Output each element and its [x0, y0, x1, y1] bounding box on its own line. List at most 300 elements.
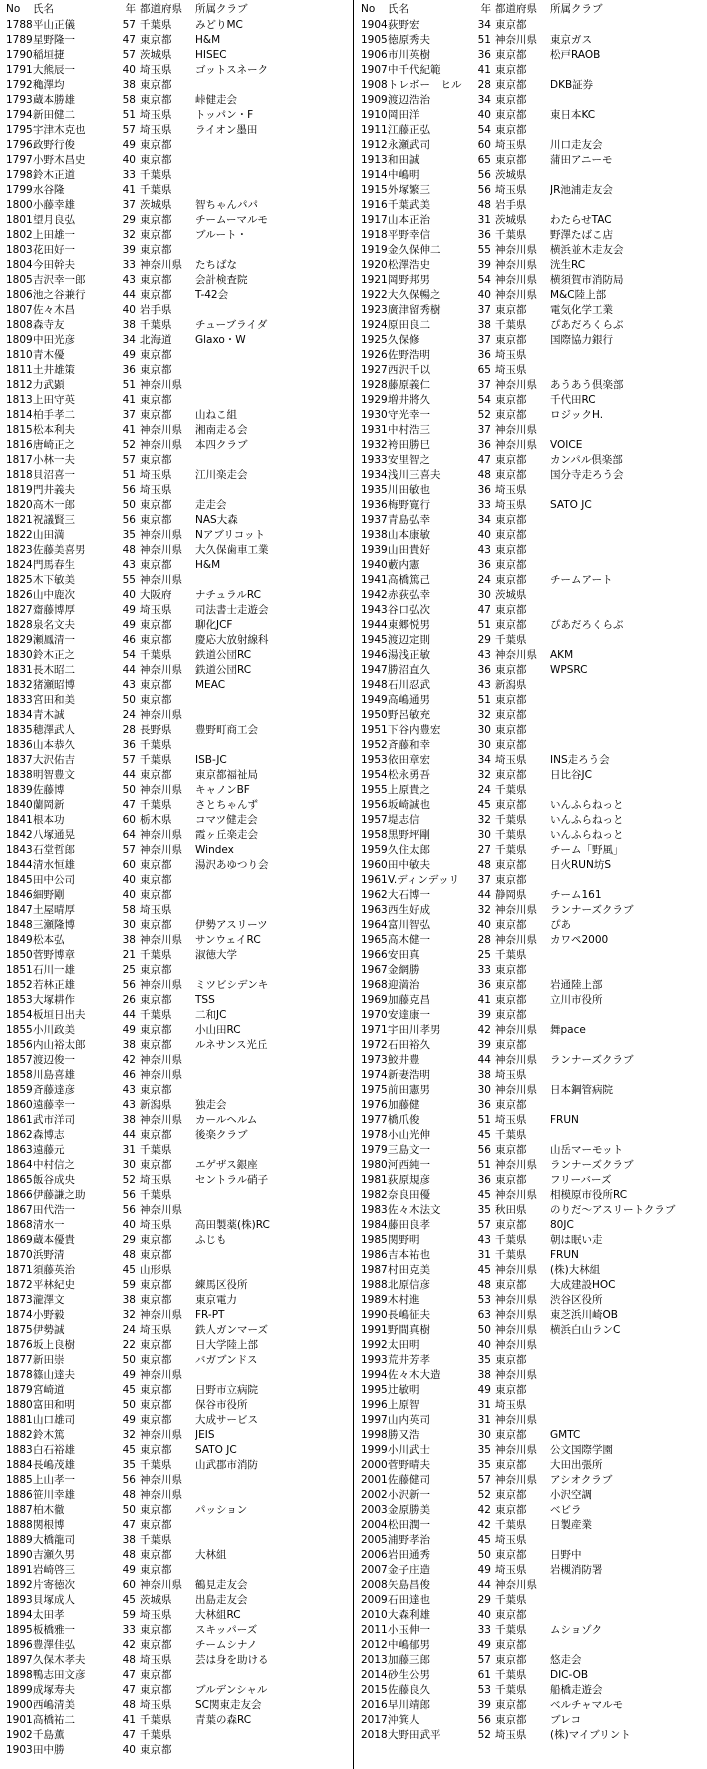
runner-name: 平林紀史: [33, 1279, 75, 1291]
entry-number: 1793: [6, 94, 33, 106]
runner-age: 42: [122, 1639, 136, 1651]
club-name: 大久保歯車工業: [195, 544, 269, 556]
entry-number: 1993: [361, 1354, 388, 1366]
prefecture: 千葉県: [140, 184, 172, 196]
table-row: [0, 1653, 350, 1668]
runner-age: 51: [477, 694, 491, 706]
prefecture: 千葉県: [495, 229, 527, 241]
runner-age: 56: [122, 484, 136, 496]
table-row: [0, 1638, 350, 1653]
club-name: [550, 123, 705, 138]
runner-age: 48: [122, 1654, 136, 1666]
runner-age: 29: [122, 214, 136, 226]
club-name: ベビラ: [550, 1504, 582, 1516]
club-name: [550, 678, 705, 693]
runner-name: 山田貴好: [388, 544, 430, 556]
prefecture: 東京都: [495, 49, 527, 61]
club-name: [195, 1473, 350, 1488]
runner-name: 田代浩一: [33, 1204, 75, 1216]
runner-name: 片寄徳次: [33, 1579, 75, 1591]
club-name: 青葉の森RC: [195, 1714, 252, 1726]
entry-number: 1933: [361, 454, 388, 466]
club-name: [195, 183, 350, 198]
runner-age: 24: [122, 709, 136, 721]
runner-age: 51: [477, 34, 491, 46]
club-name: NAS大森: [195, 514, 238, 526]
prefecture: 埼玉県: [140, 904, 172, 916]
club-name: サンウェイRC: [195, 934, 261, 946]
club-name: FRUN: [550, 1114, 579, 1126]
runner-name: 大野田武平: [388, 1729, 441, 1741]
prefecture: 神奈川県: [495, 1444, 537, 1456]
table-row: [355, 1188, 705, 1203]
runner-age: 29: [122, 1234, 136, 1246]
club-name: ブルート・: [195, 229, 248, 241]
runner-name: 稲垣捷: [33, 49, 65, 61]
club-name: INS走ろう会: [550, 754, 610, 766]
runner-name: 遠藤元: [33, 1144, 65, 1156]
club-name: いんふらねっと: [550, 829, 624, 841]
club-name: 国際協力銀行: [550, 334, 613, 346]
runner-name: 岩崎啓三: [33, 1564, 75, 1576]
table-row: [0, 438, 350, 453]
runner-name: 鴨志田文彦: [33, 1669, 86, 1681]
club-name: [195, 738, 350, 753]
entry-number: 1907: [361, 64, 388, 76]
club-name: [195, 1188, 350, 1203]
entry-number: 1895: [6, 1624, 33, 1636]
runner-age: 48: [122, 1549, 136, 1561]
table-row: [355, 393, 705, 408]
entry-number: 1975: [361, 1084, 388, 1096]
runner-age: 56: [122, 1474, 136, 1486]
runner-age: 57: [122, 49, 136, 61]
table-row: [0, 873, 350, 888]
club-name: [550, 1098, 705, 1113]
runner-name: 矢島昌俊: [388, 1579, 430, 1591]
table-row: [0, 1548, 350, 1563]
entry-number: 1831: [6, 664, 33, 676]
entry-number: 1949: [361, 694, 388, 706]
prefecture: 東京都: [495, 1459, 527, 1471]
runner-age: 47: [122, 1669, 136, 1681]
table-row: [0, 1158, 350, 1173]
club-name: ロジックH.: [550, 409, 604, 421]
table-row: [355, 1053, 705, 1068]
prefecture: 埼玉県: [495, 1069, 527, 1081]
table-row: [0, 348, 350, 363]
runner-age: 38: [122, 1294, 136, 1306]
runner-name: 水谷隆: [33, 184, 65, 196]
table-row: [355, 1248, 705, 1263]
runner-age: 30: [122, 919, 136, 931]
table-row: [0, 963, 350, 978]
runner-name: 佐藤健司: [388, 1474, 430, 1486]
entry-number: 1997: [361, 1414, 388, 1426]
prefecture: 神奈川県: [140, 1579, 182, 1591]
prefecture: 東京都: [140, 634, 172, 646]
club-name: MEAC: [195, 679, 226, 691]
runner-name: 平山正儀: [33, 19, 75, 31]
table-row: [0, 408, 350, 423]
runner-name: 池之谷兼行: [33, 289, 86, 301]
club-name: [195, 708, 350, 723]
table-row: [355, 843, 705, 858]
entry-number: 1854: [6, 1009, 33, 1021]
club-name: ぴあだろくらぶ: [550, 619, 624, 631]
club-name: 日比谷JC: [550, 769, 592, 781]
runner-age: 57: [122, 454, 136, 466]
runner-name: 松永勇吾: [388, 769, 430, 781]
runner-name: 瀧澤文: [33, 1294, 65, 1306]
entry-number: 1915: [361, 184, 388, 196]
club-name: [550, 1383, 705, 1398]
club-name: DKB証券: [550, 79, 594, 91]
runner-age: 57: [477, 1654, 491, 1666]
table-row: [355, 18, 705, 33]
club-name: 東日本KC: [550, 109, 596, 121]
table-row: [355, 468, 705, 483]
table-row: [355, 408, 705, 423]
runner-name: 篠山達夫: [33, 1369, 75, 1381]
club-name: 横須賀市消防局: [550, 274, 624, 286]
entry-number: 1848: [6, 919, 33, 931]
entry-number: 1923: [361, 304, 388, 316]
club-name: ランナーズクラブ: [550, 1054, 634, 1066]
entry-number: 1860: [6, 1099, 33, 1111]
prefecture: 茨城県: [495, 214, 527, 226]
prefecture: 神奈川県: [140, 934, 182, 946]
entry-number: 1945: [361, 634, 388, 646]
prefecture: 神奈川県: [495, 34, 537, 46]
entry-number: 1962: [361, 889, 388, 901]
club-name: 東京ガス: [550, 34, 592, 46]
club-name: スキッパーズ: [195, 1624, 258, 1636]
club-name: チームアート: [550, 574, 613, 586]
entry-number: 1954: [361, 769, 388, 781]
entry-number: 1929: [361, 394, 388, 406]
table-row: [355, 813, 705, 828]
club-name: [550, 588, 705, 603]
entry-number: 1840: [6, 799, 33, 811]
runner-age: 58: [122, 904, 136, 916]
entry-number: 1878: [6, 1369, 33, 1381]
runner-age: 31: [477, 1414, 491, 1426]
table-row: [355, 1113, 705, 1128]
runner-name: 望月良弘: [33, 214, 75, 226]
runner-name: 吉沢幸一郎: [33, 274, 86, 286]
club-name: 大田出張所: [550, 1459, 603, 1471]
runner-age: 35: [122, 529, 136, 541]
entry-number: 1977: [361, 1114, 388, 1126]
table-row: [0, 198, 350, 213]
runner-age: 36: [477, 349, 491, 361]
table-row: [355, 1218, 705, 1233]
runner-age: 35: [122, 1459, 136, 1471]
entry-number: 1812: [6, 379, 33, 391]
club-name: [195, 573, 350, 588]
runner-name: 上原智: [388, 1399, 420, 1411]
table-row: [0, 1008, 350, 1023]
runner-age: 65: [477, 154, 491, 166]
entry-number: 2005: [361, 1534, 388, 1546]
runner-name: 渡辺定則: [388, 634, 430, 646]
table-row: [0, 903, 350, 918]
runner-name: 山田満: [33, 529, 65, 541]
table-row: [355, 168, 705, 183]
table-row: [0, 1683, 350, 1698]
prefecture: 千葉県: [495, 784, 527, 796]
table-row: [0, 1623, 350, 1638]
runner-age: 60: [122, 859, 136, 871]
table-row: [0, 63, 350, 78]
club-name: [550, 873, 705, 888]
column-header: [0, 0, 350, 18]
runner-age: 41: [477, 994, 491, 1006]
runner-name: 原田良二: [388, 319, 430, 331]
table-row: [0, 1413, 350, 1428]
runner-name: 泉名文夫: [33, 619, 75, 631]
club-name: (株)大林組: [550, 1264, 601, 1276]
prefecture: 神奈川県: [140, 664, 182, 676]
prefecture: 東京都: [495, 154, 527, 166]
club-name: 鉄道公団RC: [195, 649, 252, 661]
entry-number: 1836: [6, 739, 33, 751]
runner-name: 砂生公男: [388, 1669, 430, 1681]
club-name: [550, 693, 705, 708]
table-row: [355, 1548, 705, 1563]
entry-number: 1796: [6, 139, 33, 151]
prefecture: 千葉県: [495, 634, 527, 646]
entry-number: 1998: [361, 1429, 388, 1441]
prefecture: 神奈川県: [140, 1474, 182, 1486]
prefecture: 東京都: [140, 889, 172, 901]
prefecture: 神奈川県: [495, 1579, 537, 1591]
entry-number: 1953: [361, 754, 388, 766]
runner-name: 藤田良孝: [388, 1219, 430, 1231]
table-row: [0, 1743, 350, 1758]
table-row: [0, 843, 350, 858]
entry-number: 1982: [361, 1189, 388, 1201]
header-age: 年: [125, 3, 136, 15]
table-row: [0, 1023, 350, 1038]
table-row: [0, 1293, 350, 1308]
club-name: [195, 1053, 350, 1068]
runner-name: 長木昭二: [33, 664, 75, 676]
club-name: セントラル硝子: [195, 1174, 269, 1186]
club-name: 国分寺走ろう会: [550, 469, 624, 481]
runner-age: 58: [122, 94, 136, 106]
prefecture: 東京都: [495, 79, 527, 91]
entry-number: 1837: [6, 754, 33, 766]
runner-name: 菅野博章: [33, 949, 75, 961]
table-row: [355, 708, 705, 723]
entry-number: 1897: [6, 1654, 33, 1666]
runner-age: 54: [477, 274, 491, 286]
club-name: Glaxo・W: [195, 334, 246, 346]
runner-name: 小野毅: [33, 1309, 65, 1321]
runner-name: 門井義夫: [33, 484, 75, 496]
entry-number: 1893: [6, 1594, 33, 1606]
prefecture: 東京都: [140, 1684, 172, 1696]
club-name: ブレコ: [550, 1714, 582, 1726]
table-row: [355, 1128, 705, 1143]
prefecture: 東京都: [140, 289, 172, 301]
club-name: ムショゾク: [550, 1624, 603, 1636]
table-row: [355, 33, 705, 48]
table-row: [355, 228, 705, 243]
runner-age: 32: [477, 904, 491, 916]
club-name: [550, 18, 705, 33]
club-name: 司法書士走遊会: [195, 604, 269, 616]
entry-number: 1961: [361, 874, 388, 886]
runner-name: 土井雄策: [33, 364, 75, 376]
entry-number: 1991: [361, 1324, 388, 1336]
runner-age: 33: [477, 964, 491, 976]
runner-age: 65: [477, 364, 491, 376]
runner-name: 新妻浩明: [388, 1069, 430, 1081]
club-name: フリーバーズ: [550, 1174, 612, 1186]
header-pref: 都道府県: [495, 3, 537, 15]
runner-name: 坂上良樹: [33, 1339, 75, 1351]
runner-name: 金網勝: [388, 964, 420, 976]
runner-name: 西沢千以: [388, 364, 430, 376]
club-name: [195, 1083, 350, 1098]
table-row: [0, 378, 350, 393]
runner-name: 佐々木法文: [388, 1204, 441, 1216]
runner-age: 56: [477, 1714, 491, 1726]
table-row: [0, 1533, 350, 1548]
runner-name: 八塚通晃: [33, 829, 75, 841]
club-name: 二和JC: [195, 1009, 227, 1021]
table-row: [355, 1353, 705, 1368]
prefecture: 岩手県: [140, 304, 172, 316]
club-name: 洸生RC: [550, 259, 586, 271]
entry-number: 1871: [6, 1264, 33, 1276]
runner-age: 57: [122, 754, 136, 766]
table-row: [0, 1143, 350, 1158]
club-name: WPSRC: [550, 664, 588, 676]
entry-number: 1913: [361, 154, 388, 166]
table-row: [0, 1503, 350, 1518]
club-name: ルネサンス光丘: [195, 1039, 268, 1051]
runner-name: 中嶋郁男: [388, 1639, 430, 1651]
runner-name: 久住太郎: [388, 844, 430, 856]
prefecture: 神奈川県: [495, 649, 537, 661]
club-name: ランナーズクラブ: [550, 1159, 634, 1171]
entry-number: 1918: [361, 229, 388, 241]
entry-number: 1931: [361, 424, 388, 436]
runner-name: 青木優: [33, 349, 65, 361]
table-row: [0, 1323, 350, 1338]
table-row: [355, 1473, 705, 1488]
table-row: [0, 1308, 350, 1323]
runner-name: 斉藤和幸: [388, 739, 430, 751]
table-row: [0, 1698, 350, 1713]
prefecture: 千葉県: [495, 1624, 527, 1636]
prefecture: 千葉県: [495, 814, 527, 826]
prefecture: 埼玉県: [495, 184, 527, 196]
prefecture: 東京都: [495, 919, 527, 931]
prefecture: 栃木県: [140, 814, 172, 826]
entry-number: 2014: [361, 1669, 388, 1681]
entry-number: 1995: [361, 1384, 388, 1396]
entry-number: 1869: [6, 1234, 33, 1246]
club-name: パッション: [195, 1504, 248, 1516]
club-name: [550, 483, 705, 498]
table-row: [0, 1428, 350, 1443]
entry-number: 1924: [361, 319, 388, 331]
entry-number: 1960: [361, 859, 388, 871]
club-name: 会計検査院: [195, 274, 248, 286]
table-row: [355, 438, 705, 453]
club-name: 山岳マーモット: [550, 1144, 624, 1156]
club-name: [195, 363, 350, 378]
table-row: [355, 558, 705, 573]
prefecture: 東京都: [495, 1714, 527, 1726]
club-name: HISEC: [195, 49, 227, 61]
club-name: 鉄人ガンマーズ: [195, 1324, 268, 1336]
runner-name: 高橋祐二: [33, 1714, 75, 1726]
prefecture: 埼玉県: [495, 499, 527, 511]
table-row: [0, 1578, 350, 1593]
runner-name: 清水一: [33, 1219, 65, 1231]
entry-number: 1911: [361, 124, 388, 136]
table-row: [0, 933, 350, 948]
runner-name: 細野剛: [33, 889, 65, 901]
club-name: [550, 1398, 705, 1413]
club-name: [550, 1638, 705, 1653]
prefecture: 東京都: [495, 694, 527, 706]
prefecture: 千葉県: [495, 1519, 527, 1531]
entry-number: 1996: [361, 1399, 388, 1411]
prefecture: 神奈川県: [495, 1084, 537, 1096]
runner-age: 47: [122, 1519, 136, 1531]
club-name: 公文国際学園: [550, 1444, 613, 1456]
runner-age: 47: [122, 1684, 136, 1696]
table-row: [0, 1488, 350, 1503]
runner-age: 31: [477, 1399, 491, 1411]
runner-name: 門馬春生: [33, 559, 75, 571]
runner-age: 38: [122, 1534, 136, 1546]
club-name: [550, 783, 705, 798]
runner-age: 49: [122, 1414, 136, 1426]
prefecture: 東京都: [495, 544, 527, 556]
entry-number: 1909: [361, 94, 388, 106]
prefecture: 東京都: [495, 1654, 527, 1666]
club-name: [195, 1203, 350, 1218]
prefecture: 神奈川県: [495, 934, 537, 946]
prefecture: 東京都: [140, 1504, 172, 1516]
entry-number: 1892: [6, 1579, 33, 1591]
runner-name: 森寺友: [33, 319, 65, 331]
runner-name: 青木誠: [33, 709, 65, 721]
entry-number: 1851: [6, 964, 33, 976]
runner-age: 30: [477, 739, 491, 751]
entry-number: 1802: [6, 229, 33, 241]
entry-number: 1905: [361, 34, 388, 46]
table-row: [0, 813, 350, 828]
runner-name: 蔵本勝雄: [33, 94, 75, 106]
runner-age: 36: [477, 229, 491, 241]
runner-name: 北原信彦: [388, 1279, 430, 1291]
runner-name: 根本功: [33, 814, 65, 826]
club-name: 出島走友会: [195, 1594, 248, 1606]
entry-number: 2012: [361, 1639, 388, 1651]
runner-name: 村田克美: [388, 1264, 430, 1276]
runner-age: 50: [122, 1354, 136, 1366]
prefecture: 東京都: [495, 874, 527, 886]
